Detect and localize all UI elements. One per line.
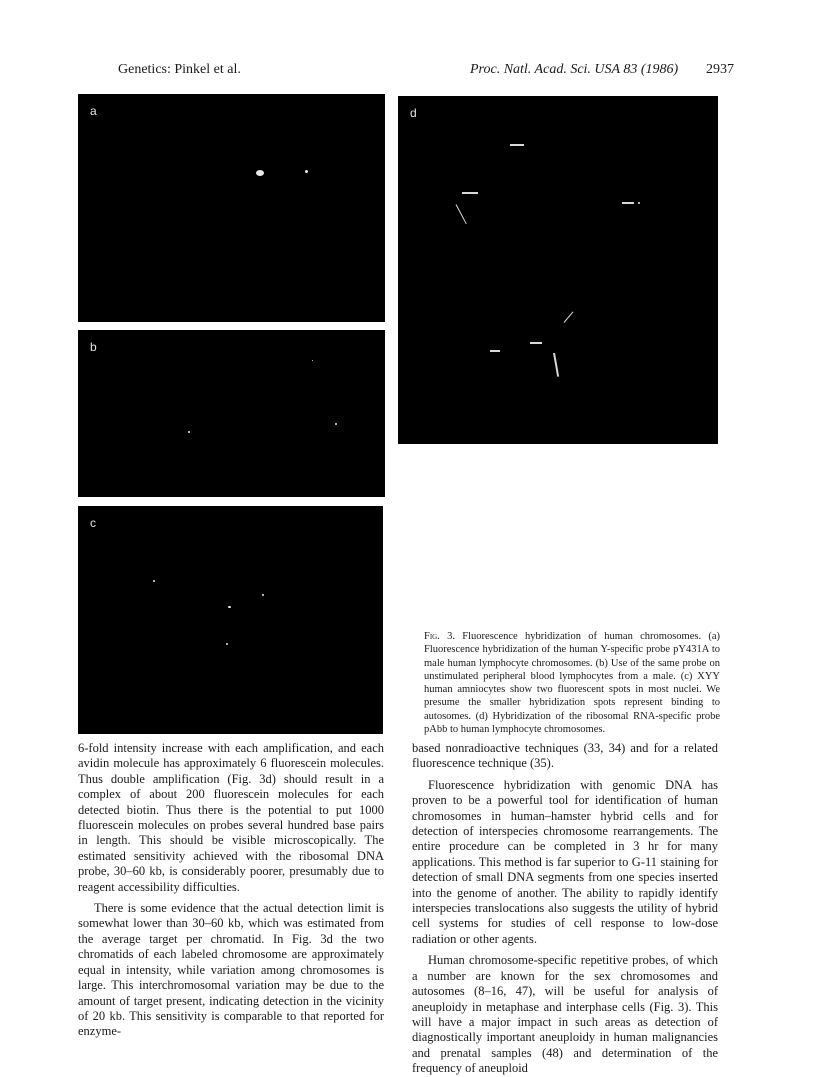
fluorescent-spot	[228, 606, 231, 608]
chromosome-signal	[510, 144, 524, 146]
figure-caption-label: Fig. 3.	[424, 631, 456, 642]
chromosome-signal	[553, 353, 559, 377]
body-column-left	[78, 741, 384, 1040]
fluorescent-spot	[226, 643, 228, 645]
panel-label-b: b	[90, 340, 97, 354]
figure-panel-a	[78, 94, 385, 322]
figure-caption-text: Fluorescence hybridization of human chromosomes. (a) Fluorescence hybridization of the human Y-specific probe pY431A to male human lymphocyte chromosomes. (b) Use of the same probe on unstimulated peripheral blood lymphocytes from a male. (c) XYY human amniocytes show two fluorescent spots in most nuclei. We presume the smaller hybridization spots represent binding to autosomes. (d) Hybridization of the ribosomal RNA-specific probe pAbb to human lymphocyte chromosomes.	[424, 631, 720, 736]
panel-label-d: d	[410, 106, 417, 120]
fluorescent-spot	[335, 423, 337, 425]
chromosome-signal	[564, 311, 574, 322]
fluorescent-spot	[312, 360, 313, 361]
paragraph: Human chromosome-specific repetitive probes, of which a number are known for the sex chromosomes and autosomes (8–16, 47), will be useful for analysis of aneuploidy in metaphase and interphase cells (Fig. 3). This will have a major impact in such areas as detection of diagnostically important aneuploidy in human malignancies and prenatal samples (48) and determination of the frequency of aneuploid	[412, 953, 718, 1076]
paragraph: There is some evidence that the actual detection limit is somewhat lower than 30–60 kb, which was estimated from the average target per chromatid. In Fig. 3d the two chromatids of each labeled chromosome are approximately equal in intensity, while variation among chromosomes is large. This interchromosomal variation may be due to the amount of target present, indicating detection in the vicinity of 20 kb. This sensitivity is comparable to that reported for enzyme-	[78, 901, 384, 1039]
paragraph: Fluorescence hybridization with genomic DNA has proven to be a powerful tool for identification of human chromosomes in human–hamster hybrid cells and for detection of interspecies chromosome rearrangements. The entire procedure can be completed in 3 hr for many applications. This method is far superior to G-11 staining for detection of small DNA segments from one species inserted into the genome of another. The ability to rapidly identify interspecies translocations also suggests the utility of hybrid cell systems for studies of cell response to low-dose radiation or other agents.	[412, 777, 718, 946]
figure-panel-d	[398, 96, 718, 444]
fluorescent-spot	[638, 202, 640, 204]
fluorescent-spot	[153, 580, 155, 582]
chromosome-signal	[462, 192, 478, 194]
chromosome-signal	[622, 202, 634, 204]
fluorescent-spot	[305, 170, 308, 173]
paragraph: 6-fold intensity increase with each amplification, and each avidin molecule has approximately 6 fluorescein molecules. Thus double amplification (Fig. 3d) should result in a complex of about 200 fluorescein molecules for each detected biotin. Thus there is the potential to put 1000 fluorescein molecules on probes several hundred base pairs in length. This should be visible microscopically. The estimated sensitivity achieved with the ribosomal DNA probe, 30–60 kb, is considerably poorer, presumably due to reagent accessibility difficulties.	[78, 741, 384, 894]
fluorescent-spot	[262, 594, 264, 596]
running-head-authors: Genetics: Pinkel et al.	[118, 62, 241, 77]
running-head-journal: Proc. Natl. Acad. Sci. USA 83 (1986)	[470, 62, 679, 77]
panel-label-a: a	[90, 104, 97, 118]
chromosome-signal	[456, 204, 467, 224]
panel-label-c: c	[90, 516, 96, 530]
figure-panel-c	[78, 506, 383, 734]
figure-panel-b	[78, 330, 385, 497]
body-column-right	[412, 741, 718, 1077]
chromosome-signal	[530, 342, 542, 344]
chromosome-signal	[490, 350, 500, 352]
paragraph: based nonradioactive techniques (33, 34) and for a related fluorescence technique (35).	[412, 741, 718, 771]
page-number: 2937	[706, 62, 734, 77]
fluorescent-spot	[188, 431, 190, 433]
figure-caption	[424, 630, 720, 736]
fluorescent-spot	[256, 170, 264, 176]
